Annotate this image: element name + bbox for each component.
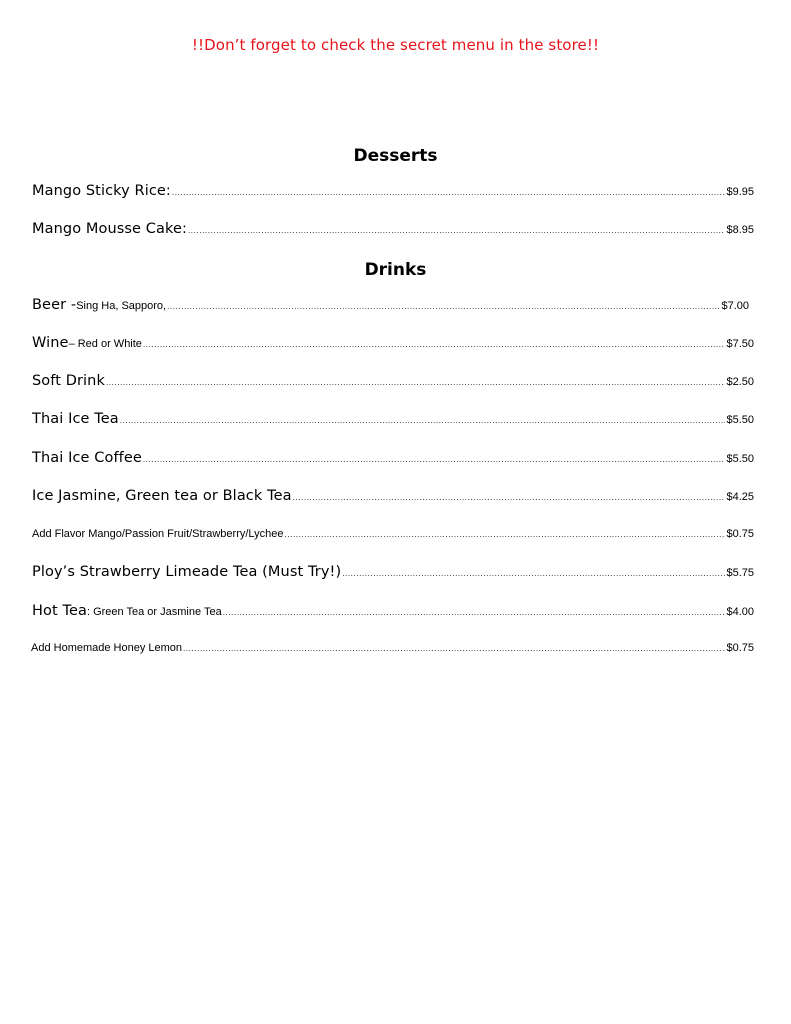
dot-leader [143,340,726,349]
item-price: $9.95 [726,186,754,198]
item-price: $0.75 [726,528,754,540]
dot-leader [342,569,725,578]
item-name: Thai Ice Tea [32,411,119,427]
item-description: Sing Ha, Sapporo, [76,300,167,312]
item-price: $7.50 [726,338,754,350]
item-name: Ice Jasmine, Green tea or Black Tea [32,488,292,504]
desserts-heading: Desserts [353,146,438,166]
item-price: $4.00 [726,606,754,618]
menu-item-beer [32,297,749,313]
item-description: Add Homemade Honey Lemon [31,642,183,654]
item-name: Mango Mousse Cake: [32,221,187,237]
item-description: : Green Tea or Jasmine Tea [86,606,222,618]
dot-leader [143,455,726,464]
drinks-heading: Drinks [364,260,427,280]
menu-item-strawberry-limeade-tea [32,564,754,580]
item-description: – Red or White [68,338,142,350]
dot-leader [172,188,726,197]
item-description: Add Flavor Mango/Passion Fruit/Strawberry/Lychee [32,528,284,540]
item-price: $7.00 [721,300,749,312]
item-price: $0.75 [726,642,754,654]
item-price: $5.50 [726,414,754,426]
dot-leader [293,493,726,502]
menu-item-mango-mousse-cake [32,221,754,237]
menu-item-add-flavor [32,528,754,540]
menu-item-thai-ice-tea [32,411,754,427]
item-name: Wine [32,335,69,351]
item-name: Thai Ice Coffee [32,450,142,466]
menu-item-mango-sticky-rice [32,183,754,199]
menu-item-ice-tea [32,488,754,504]
menu-item-thai-ice-coffee [32,450,754,466]
dot-leader [183,644,725,653]
menu-item-honey-lemon [31,642,754,654]
dot-leader [284,530,725,539]
menu-item-hot-tea [32,603,754,619]
dot-leader [106,378,726,387]
item-price: $8.95 [726,224,754,236]
dot-leader [223,608,726,617]
item-name: Hot Tea [32,603,87,619]
secret-menu-notice: !!Don’t forget to check the secret menu in the store!! [191,36,600,54]
item-price: $2.50 [726,376,754,388]
dot-leader [167,302,720,311]
dot-leader [120,416,726,425]
item-name: Beer - [32,297,77,313]
item-name: Soft Drink [32,373,105,389]
item-price: $5.50 [726,453,754,465]
item-price: $4.25 [726,491,754,503]
menu-item-soft-drink [32,373,754,389]
item-name: Ploy’s Strawberry Limeade Tea (Must Try!) [32,564,342,580]
item-price: $5.75 [726,567,754,579]
menu-item-wine [32,335,754,351]
item-name: Mango Sticky Rice: [32,183,171,199]
dot-leader [188,226,725,235]
